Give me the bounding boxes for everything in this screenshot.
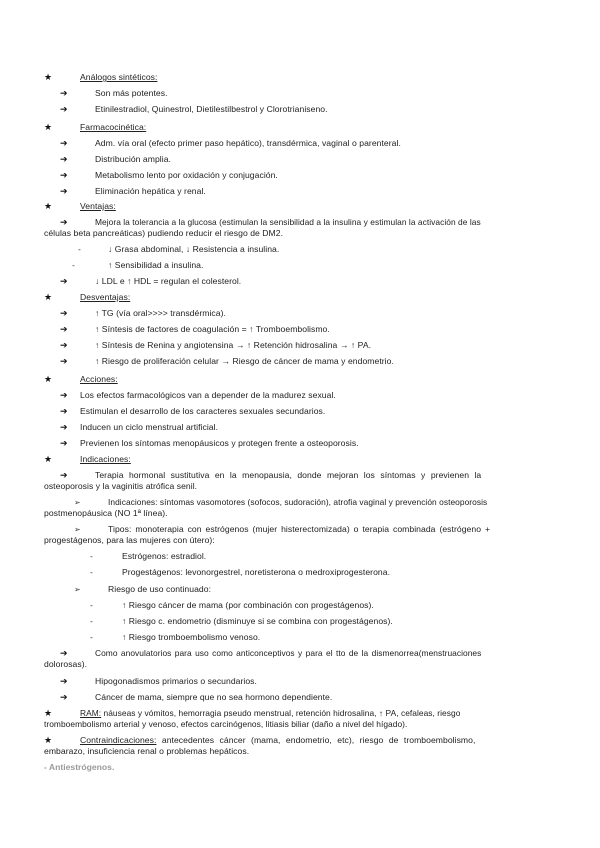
arrow-bullet-icon: ➔: [60, 154, 68, 164]
list-item-continuation: células beta pancreáticas) pudiendo reducir el riesgo de DM2.: [44, 228, 284, 238]
list-item: ↑ TG (vía oral>>>> transdérmica).: [95, 308, 226, 318]
list-item: Mejora la tolerancia a la glucosa (estimulan la sensibilidad a la insulina y estimulan la activación de las: [95, 217, 481, 227]
list-item-continuation: dolorosas).: [44, 659, 88, 669]
triangle-bullet-icon: ➢: [74, 498, 81, 507]
sub-list-item-continuation: progestágenos, para las mujeres con útero):: [44, 535, 215, 545]
ram-line-2: tromboembolismo arterial y venoso, efectos carcinógenos, litiasis biliar (daño a nivel del hígado).: [44, 719, 408, 729]
arrow-bullet-icon: ➔: [60, 324, 68, 334]
ram-label: RAM:: [80, 708, 102, 718]
arrow-bullet-icon: ➔: [60, 88, 68, 98]
list-item: ↑ Riesgo de proliferación celular → Riesgo de cáncer de mama y endometrio.: [95, 356, 394, 366]
arrow-bullet-icon: ➔: [60, 186, 68, 196]
triangle-bullet-icon: ➢: [74, 585, 81, 594]
dash-bullet-icon: -: [90, 600, 93, 610]
arrow-bullet-icon: ➔: [60, 308, 68, 318]
star-bullet-icon: ★: [44, 201, 53, 211]
sub-list-item: Indicaciones: síntomas vasomotores (sofocos, sudoración), atrofia vaginal y prevención osteoporosis: [108, 497, 488, 507]
section-title-indicaciones: Indicaciones:: [80, 454, 131, 464]
list-item: ↑ Síntesis de Renina y angiotensina → ↑ Retención hidrosalina → ↑ PA.: [95, 340, 372, 350]
arrow-bullet-icon: ➔: [60, 648, 68, 658]
star-bullet-icon: ★: [44, 374, 53, 384]
dash-bullet-icon: -: [90, 551, 93, 561]
arrow-bullet-icon: ➔: [60, 356, 68, 366]
dash-bullet-icon: -: [72, 260, 75, 270]
list-item: Hipogonadismos primarios o secundarios.: [95, 676, 257, 686]
sub-list-item: Tipos: monoterapia con estrógenos (mujer histerectomizada) o terapia combinada (estrógeno +: [108, 524, 491, 534]
arrow-bullet-icon: ➔: [60, 438, 68, 448]
next-section-heading: - Antiestrógenos.: [44, 762, 115, 772]
sub-sub-list-item: ↑ Riesgo cáncer de mama (por combinación con progestágenos).: [122, 600, 374, 610]
section-title-acciones: Acciones:: [80, 374, 118, 384]
list-item: ↑ Síntesis de factores de coagulación = ↑ Tromboembolismo.: [95, 324, 330, 334]
arrow-bullet-icon: ➔: [60, 170, 68, 180]
sub-sub-list-item: ↑ Riesgo tromboembolismo venoso.: [122, 632, 261, 642]
dash-bullet-icon: -: [78, 244, 81, 254]
dash-bullet-icon: -: [90, 567, 93, 577]
triangle-bullet-icon: ➢: [74, 525, 81, 534]
sub-list-item: ↓ Grasa abdominal, ↓ Resistencia a insulina.: [108, 244, 280, 254]
star-bullet-icon: ★: [44, 735, 53, 745]
list-item: Inducen un ciclo menstrual artificial.: [80, 422, 219, 432]
arrow-bullet-icon: ➔: [60, 217, 68, 227]
arrow-bullet-icon: ➔: [60, 104, 68, 114]
list-item: Distribución amplia.: [95, 154, 171, 164]
list-item: Estimulan el desarrollo de los caracteres sexuales secundarios.: [80, 406, 326, 416]
contra-line-1: [80, 735, 475, 746]
list-item: Son más potentes.: [95, 88, 168, 98]
sub-sub-list-item: Estrógenos: estradiol.: [122, 551, 207, 561]
star-bullet-icon: ★: [44, 122, 53, 132]
dash-bullet-icon: -: [90, 616, 93, 626]
sub-sub-list-item: ↑ Riesgo c. endometrio (disminuye si se combina con progestágenos).: [122, 616, 393, 626]
contra-line-2: embarazo, insuficiencia renal o problemas hepáticos.: [44, 746, 250, 756]
list-item: Previenen los síntomas menopáusicos y protegen frente a osteoporosis.: [80, 438, 359, 448]
sub-sub-list-item: Progestágenos: levonorgestrel, noretisterona o medroxiprogesterona.: [122, 567, 391, 577]
arrow-bullet-icon: ➔: [60, 390, 68, 400]
arrow-bullet-icon: ➔: [60, 276, 68, 286]
arrow-bullet-icon: ➔: [60, 692, 68, 702]
list-item-continuation: osteoporosis y la vaginitis atrófica senil.: [44, 481, 198, 491]
list-item: Etinilestradiol, Quinestrol, Dietilestilbestrol y Clorotrianiseno.: [95, 104, 328, 114]
arrow-bullet-icon: ➔: [60, 470, 68, 480]
arrow-bullet-icon: ➔: [60, 340, 68, 350]
list-item: Terapia hormonal sustitutiva en la menopausia, donde mejoran los síntomas y previenen la: [95, 470, 482, 480]
star-bullet-icon: ★: [44, 708, 53, 718]
star-bullet-icon: ★: [44, 292, 53, 302]
section-title-desventajas: Desventajas:: [80, 292, 131, 302]
arrow-bullet-icon: ➔: [60, 138, 68, 148]
list-item: ↓ LDL e ↑ HDL = regulan el colesterol.: [95, 276, 242, 286]
star-bullet-icon: ★: [44, 454, 53, 464]
list-item: Como anovulatorios para uso como anticonceptivos y para el tto de la dismenorrea(menstruaciones: [95, 648, 482, 658]
sub-list-item: Riesgo de uso continuado:: [108, 584, 212, 594]
ram-text: náuseas y vómitos, hemorragia pseudo menstrual, retención hidrosalina, ↑ PA, cefaleas, riesgo: [101, 708, 461, 718]
arrow-bullet-icon: ➔: [60, 422, 68, 432]
section-title-farmacocinetica: Farmacocinética:: [80, 122, 147, 132]
list-item: Adm. vía oral (efecto primer paso hepático), transdérmica, vaginal o parenteral.: [95, 138, 401, 148]
list-item: Cáncer de mama, siempre que no sea hormono dependiente.: [95, 692, 333, 702]
list-item: Metabolismo lento por oxidación y conjugación.: [95, 170, 278, 180]
arrow-bullet-icon: ➔: [60, 406, 68, 416]
ram-line-1: [80, 708, 460, 719]
section-title-analogos: Análogos sintéticos:: [80, 72, 158, 82]
contra-text: antecedentes cáncer (mama, endometrio, etc), riesgo de tromboembolismo,: [156, 735, 476, 745]
list-item: Eliminación hepática y renal.: [95, 186, 206, 196]
star-bullet-icon: ★: [44, 72, 53, 82]
list-item: Los efectos farmacológicos van a depender de la madurez sexual.: [80, 390, 336, 400]
section-title-ventajas: Ventajas:: [80, 201, 116, 211]
sub-list-item-continuation: postmenopáusica (NO 1ª línea).: [44, 508, 168, 518]
contra-label: Contraindicaciones:: [80, 735, 157, 745]
dash-bullet-icon: -: [90, 632, 93, 642]
arrow-bullet-icon: ➔: [60, 676, 68, 686]
sub-list-item: ↑ Sensibilidad a insulina.: [108, 260, 204, 270]
